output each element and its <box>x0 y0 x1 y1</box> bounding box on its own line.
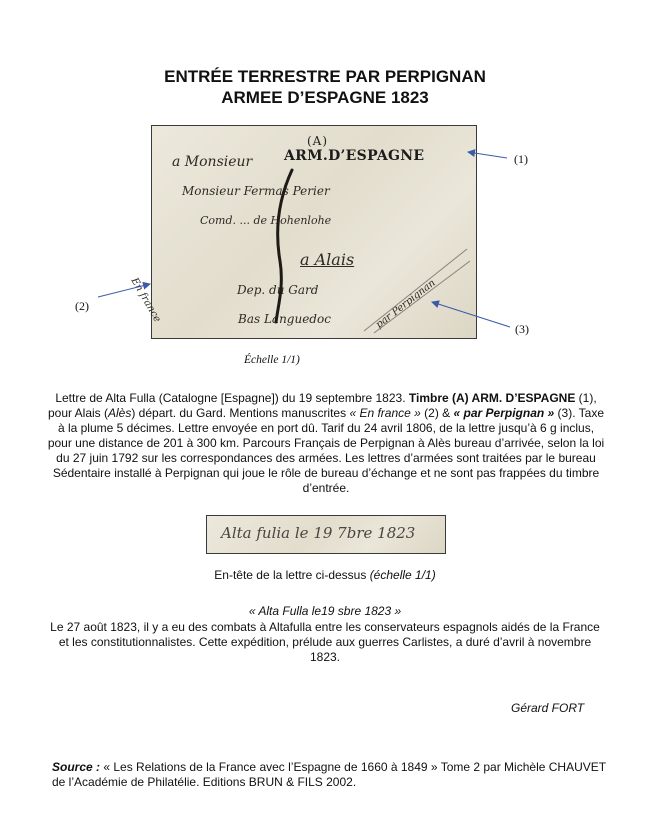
address-line-4: a Alais <box>300 250 355 269</box>
description-text-4: (2) & <box>420 406 454 420</box>
source-label: Source : <box>52 760 101 774</box>
description-text-3: ) départ. du Gard. Mentions manuscrites <box>131 406 350 420</box>
history-quote: « Alta Fulla le19 sbre 1823 » <box>248 604 402 618</box>
author: Gérard FORT <box>511 701 585 715</box>
par-perpignan-mention: par Perpignan <box>374 277 438 331</box>
callout-arrows <box>0 0 650 360</box>
callout-2: (2) <box>75 299 89 313</box>
en-france-mention: En france <box>128 276 163 325</box>
header-caption-text: En-tête de la lettre ci-dessus <box>214 568 370 582</box>
description-stamp-bold: Timbre (A) ARM. D’ESPAGNE <box>408 391 576 405</box>
address-line-5: Dep. du Gard <box>237 283 319 297</box>
callout-3: (3) <box>515 322 529 336</box>
description-en-france-italic: « En france » <box>349 406 421 420</box>
description-text-2: (1), pour Alais ( <box>47 391 597 420</box>
description-text-5: (3). Taxe à la plume 5 décimes. Lettre envoyée en port dû. Tarif du 24 avril 1806, de la lettre jusqu’à 6 g inclus, pour une distance de 201 à 300 km. Parcours Français de Perpignan à Alès bureau d’arrivée, selon la loi du 27 juin 1792 sur les correspondances des armées. Les lettres d’armées sont traitées par le bureau Sédentaire installé à Perpignan qui joue le rôle de bureau d’échange et ne sont pas frappées du timbre d’entrée. <box>47 406 605 495</box>
header-scan-text: Alta fulia le 19 7bre 1823 <box>221 524 416 542</box>
callout-1: (1) <box>514 152 528 166</box>
address-line-1: a Monsieur <box>172 154 253 170</box>
description-text-1: Lettre de Alta Fulla (Catalogne [Espagne]) du 19 septembre 1823. <box>55 391 409 405</box>
stamp-letter-a: (A) <box>307 134 329 148</box>
description-ales-italic: Alès <box>108 406 132 420</box>
scale-caption: Échelle 1/1) <box>244 354 300 366</box>
header-caption-italic: (échelle 1/1) <box>369 568 436 582</box>
description-par-perpignan: « par Perpignan » <box>453 406 555 420</box>
address-line-3: Comd. ... de Hohenlohe <box>200 214 332 227</box>
title-line-2: ARMEE D’ESPAGNE 1823 <box>221 88 429 107</box>
header-caption <box>0 568 650 582</box>
stamp-arm-espagne: ARM.D’ESPAGNE <box>284 148 425 164</box>
history-text: Le 27 août 1823, il y a eu des combats à Altafulla entre les conservateurs espagnols aidés de la France et les constitutionnalistes. Cette expédition, prélude aux guerres Carlistes, a duré d’avril à novembre 1823. <box>50 620 600 664</box>
title-line-1: ENTRÉE TERRESTRE PAR PERPIGNAN <box>164 67 486 86</box>
address-line-2: Monsieur Fermas Perier <box>182 184 330 198</box>
address-line-6: Bas Languedoc <box>238 312 331 326</box>
description-paragraph <box>46 391 606 496</box>
source-text: « Les Relations de la France avec l’Espagne de 1660 à 1849 » Tome 2 par Michèle CHAUVET de l’Académie de Philatélie. Editions BRUN & FILS 2002. <box>52 760 606 789</box>
source-note <box>52 760 612 790</box>
header-scan <box>206 515 446 554</box>
